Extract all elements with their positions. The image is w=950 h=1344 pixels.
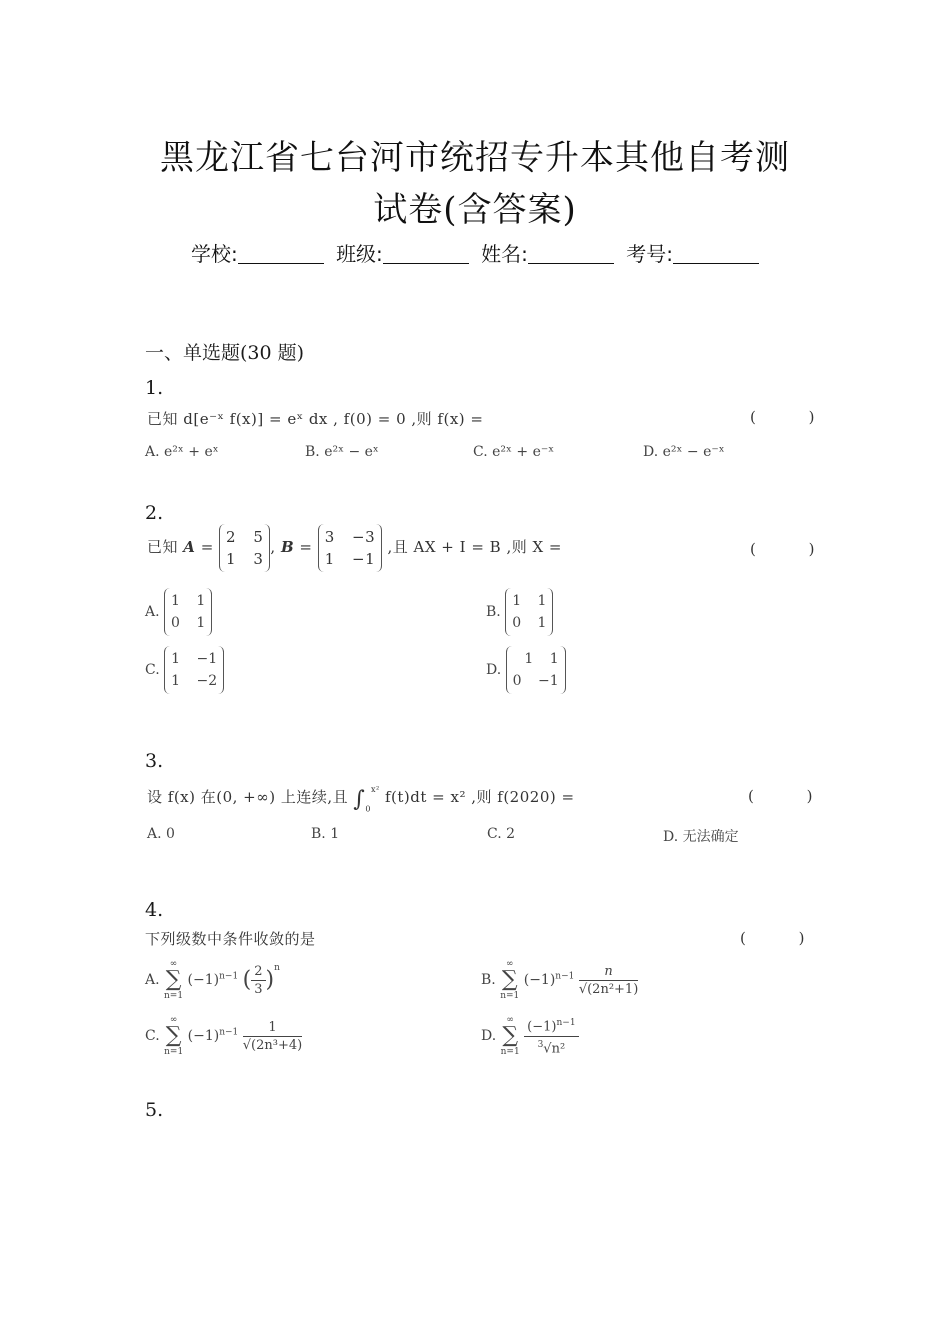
exam-number-blank[interactable] — [673, 262, 759, 264]
name-field[interactable] — [481, 238, 614, 267]
option-b-label: B. — [481, 972, 496, 988]
summation-d: ∞ ∑ n=1 — [500, 1015, 520, 1057]
name-blank[interactable] — [528, 262, 614, 264]
question-2-number: 2. — [145, 502, 164, 524]
question-3-number: 3. — [145, 750, 164, 772]
question-1-option-d[interactable]: D. e²ˣ − e⁻ˣ — [643, 444, 725, 460]
question-3-option-c[interactable]: C. 2 — [487, 826, 516, 842]
option-c-label: C. — [145, 1028, 160, 1044]
matrix-b: 3 −3 1 −1 — [318, 524, 382, 572]
integral-sign: $\int_0^{x^2}$ — [353, 785, 380, 814]
exam-number-label: 考号: — [626, 242, 674, 266]
question-1-option-a[interactable]: A. e²ˣ + eˣ — [145, 444, 219, 460]
question-4-number: 4. — [145, 899, 164, 921]
summation-a: ∞ ∑ n=1 — [164, 959, 184, 1001]
summation-b: ∞ ∑ n=1 — [500, 959, 520, 1001]
fraction-b: $\frac{n}{\text{√(2n²+1)}}$ — [578, 963, 639, 997]
option-d-label: D. — [486, 662, 502, 678]
question-4-option-c[interactable]: C. ∞ ∑ n=1 $(-1)^{n-1}$ $\frac{1}{\text{√(2n³+4)}}$ — [145, 1015, 303, 1057]
question-2-stem-suffix: ,且 AX + I = B ,则 X = — [387, 538, 562, 556]
class-blank[interactable] — [383, 262, 469, 264]
matrix-a: 2 5 1 3 — [219, 524, 270, 572]
question-3-answer-paren: ( ) — [748, 787, 837, 805]
school-blank[interactable] — [238, 262, 324, 264]
question-3-option-b[interactable]: B. 1 — [311, 826, 340, 842]
option-a-matrix: 1 1 0 1 — [164, 588, 212, 636]
question-1-option-c[interactable]: C. e²ˣ + e⁻ˣ — [473, 444, 555, 460]
option-a-label: A. — [145, 604, 160, 620]
question-4-stem: 下列级数中条件收敛的是 — [145, 930, 316, 948]
option-b-matrix: 1 1 0 1 — [505, 588, 553, 636]
option-a-label: A. — [145, 972, 160, 988]
question-2-answer-paren: ( ) — [750, 540, 839, 558]
question-2-option-c[interactable] — [145, 646, 224, 694]
question-3-stem-a: 设 f(x) 在(0, +∞) 上连续,且 — [147, 788, 349, 806]
question-3-stem-b: f(t)dt = x² ,则 f(2020) = — [384, 788, 575, 806]
question-1-stem: 已知 d[e⁻ˣ f(x)] = eˣ dx , f(0) = 0 ,则 f(x) = — [147, 410, 484, 428]
question-1-answer-paren: ( ) — [750, 408, 839, 426]
question-2-stem: 已知 A = 2 5 1 3 , B = 3 −3 1 −1 ,且 AX + I = B ,则 X = — [147, 524, 562, 572]
option-d-matrix: 1 1 0 −1 — [506, 646, 566, 694]
option-d-label: D. — [481, 1028, 497, 1044]
exam-number-field[interactable] — [626, 238, 759, 267]
question-4-answer-paren: ( ) — [740, 929, 829, 947]
class-label: 班级: — [336, 242, 383, 266]
option-b-label: B. — [486, 604, 501, 620]
exam-title-line1: 黑龙江省七台河市统招专升本其他自考测 — [160, 138, 790, 178]
question-4-option-d[interactable] — [481, 1014, 579, 1058]
question-1-number: 1. — [145, 377, 164, 399]
question-3-option-a[interactable]: A. 0 — [147, 826, 175, 842]
fraction-a: $\frac{2}{3}$ — [251, 963, 265, 998]
school-field[interactable] — [191, 238, 324, 267]
section-heading: 一、单选题(30 题) — [145, 342, 305, 364]
option-c-matrix: 1 −1 1 −2 — [164, 646, 224, 694]
exam-title-line2: 试卷(含答案) — [373, 190, 577, 230]
question-5-number: 5. — [145, 1099, 164, 1121]
fraction-c: $\frac{1}{\text{√(2n³+4)}}$ — [242, 1019, 303, 1053]
question-4-option-b[interactable]: B. ∞ ∑ n=1 $(-1)^{n-1}$ $\frac{n}{\text{√(2n²+1)}}$ — [481, 959, 639, 1001]
question-4-option-a[interactable]: A. ∞ ∑ n=1 $(-1)^{n-1}$ ( $\frac{2}{3}$ )$^n$ — [145, 959, 280, 1001]
name-label: 姓名: — [481, 242, 528, 266]
question-2-option-b[interactable] — [486, 588, 553, 636]
question-3-stem — [147, 785, 575, 813]
school-label: 学校: — [190, 242, 238, 266]
question-2-option-d[interactable] — [486, 646, 566, 694]
fraction-d: $\frac{(-1)^{n-1}}{^3√n^2}$ — [524, 1015, 578, 1057]
student-info-row — [0, 238, 950, 267]
question-3-option-d[interactable]: D. 无法确定 — [663, 829, 739, 845]
question-2-option-a[interactable] — [145, 588, 212, 636]
question-1-option-b[interactable]: B. e²ˣ − eˣ — [305, 444, 379, 460]
option-c-label: C. — [145, 662, 160, 678]
class-field[interactable] — [336, 238, 469, 267]
summation-c: ∞ ∑ n=1 — [164, 1015, 184, 1057]
question-2-stem-prefix: 已知 — [147, 538, 179, 556]
